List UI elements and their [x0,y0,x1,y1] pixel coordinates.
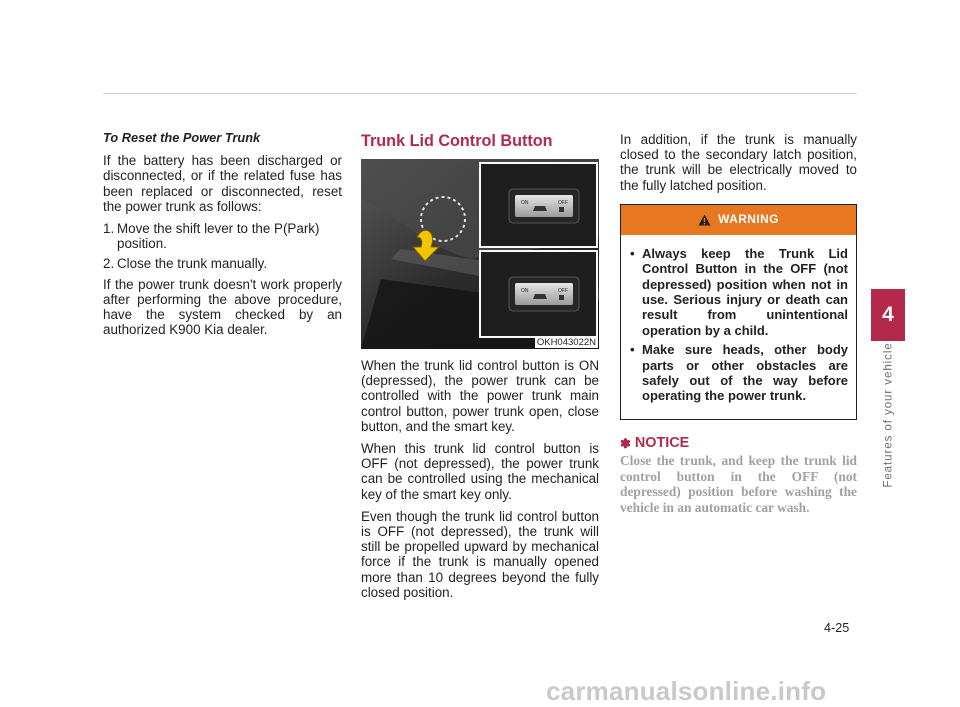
secondary-latch-text: In addition, if the trunk is manually closed to the secondary latch position, the trunk will be electrically moved to the fully latched position. [620,132,857,193]
reset-step [103,256,342,271]
trunk-button-photo [361,159,599,349]
trunk-button-on-text: When the trunk lid control button is ON (depressed), the power trunk can be controlled with the power trunk main control button, power trunk open, close button, and the smart key. [361,358,599,434]
warning-item [630,246,848,338]
trunk-interior-illustration [361,159,599,349]
notice-asterisk-icon: ✽ [620,435,631,451]
chapter-title: Features of your vehicle [881,342,895,488]
watermark: carmanualsonline.info [546,676,827,706]
warning-item [630,342,848,404]
warning-title: WARNING [718,212,779,227]
warning-item-text: Make sure heads, other body parts or other obstacles are safely out of the way before operating the power trunk. [642,342,848,404]
reset-outro-text: If the power trunk doesn't work properly after performing the above procedure, have the system checked by an authorized K900 Kia dealer. [103,276,342,338]
step-number: 1. [103,221,115,237]
warning-item-text: Always keep the Trunk Lid Control Button in the OFF (not depressed) position when not in use. Serious injury or death can result from unintentional operation by a child. [642,245,848,338]
reset-step [103,221,342,251]
trunk-button-off-text: When this trunk lid control button is OFF (not depressed), the power trunk can be controlled using the mechanical key of the smart key only. [361,441,599,502]
page-number: 4-25 [824,621,850,635]
switch-inset-bottom [480,251,597,337]
notice-text: Close the trunk, and keep the trunk lid control button in the OFF (not depressed) position before washing the vehicle in an automatic car wash. [620,453,857,515]
step-number: 2. [103,256,115,272]
bullet: • [630,342,635,358]
notice-title: NOTICE [634,434,690,451]
trunk-car-icon [533,294,547,299]
lock-icon [559,295,564,300]
switch-inset-top [480,163,597,247]
bullet: • [630,245,635,261]
chapter-number: 4 [882,303,894,326]
reset-intro-text: If the battery has been discharged or disconnected, or if the related fuse has been replaced or disconnected, reset the power trunk as follows: [103,153,342,214]
trunk-button-mechanical-text: Even though the trunk lid control button is OFF (not depressed), the trunk will still be propelled upward by mechanical force if the trunk is manually opened more than 10 degrees beyond the fully closed position. [361,508,599,600]
middle-column [361,132,599,607]
top-divider [103,93,857,94]
warning-triangle-icon [698,214,711,226]
image-code: OKH043022N [536,337,596,348]
chapter-tab [871,289,905,341]
switch-off-label: OFF [558,288,568,294]
left-column [103,130,342,344]
lock-icon [559,207,564,212]
switch-off-label: OFF [558,200,568,206]
warning-body [621,235,856,419]
warning-box [620,204,857,420]
switch-on-label: ON [521,200,529,206]
trunk-car-icon [533,206,547,211]
warning-header [621,205,856,235]
step-text: Close the trunk manually. [117,256,268,272]
switch-on-label: ON [521,288,529,294]
notice-heading [620,436,857,451]
section-title: Trunk Lid Control Button [361,132,553,150]
right-column [620,132,857,522]
step-text: Move the shift lever to the P(Park) position. [117,221,320,252]
reset-power-trunk-heading: To Reset the Power Trunk [103,130,261,145]
